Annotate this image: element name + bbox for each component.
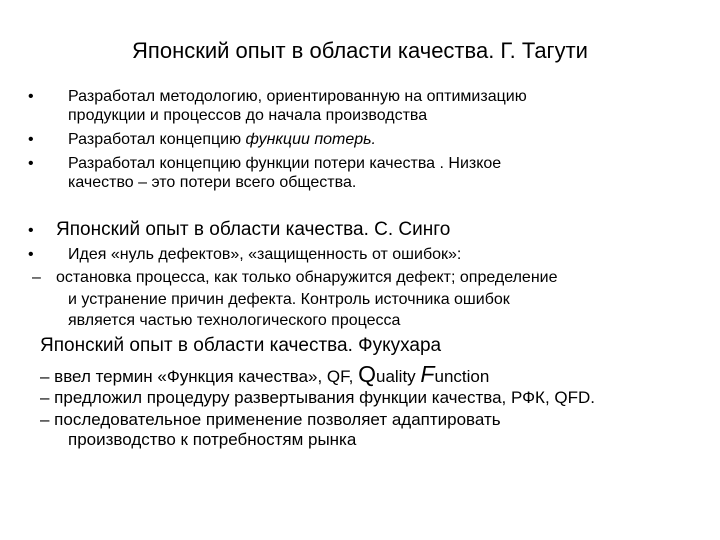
bullet: • [28,131,34,148]
fukuhara-line-term [40,361,489,388]
large-letter: F [420,361,435,387]
item-line: качество – это потери всего общества. [68,174,357,191]
taguchi-item-methodology [68,87,527,125]
large-letter: Q [358,361,376,387]
fukuhara-line-market: производство к потребностям рынка [68,430,357,449]
item-text: Разработал концепцию [68,131,246,148]
taguchi-item-loss-function [68,130,376,149]
shingo-description [56,268,558,287]
item-line: и устранение причин дефекта. Контроль источника ошибок [68,291,510,308]
shingo-zero-defects: Идея «нуль дефектов», «защищенность от ошибок»: [68,246,462,263]
fukuhara-line-application: – последовательное применение позволяет адаптировать [40,410,501,429]
item-line: остановка процесса, как только обнаружится дефект; определение [56,269,558,286]
shingo-description-cont [68,290,510,330]
item-italic-text: функции потерь. [245,131,376,148]
line-text: uality [376,367,421,386]
item-line: продукции и процессов до начала производства [68,107,428,124]
taguchi-item-quality-loss [68,154,501,192]
bullet: • [28,246,34,263]
item-line: Разработал концепцию функции потери качества . Низкое [68,155,502,172]
item-line: Разработал методологию, ориентированную на оптимизацию [68,88,527,105]
bullet: • [28,155,34,172]
shingo-heading: Японский опыт в области качества. С. Синго [56,219,451,240]
fukuhara-line-procedure: – предложил процедуру развертывания функции качества, РФК, QFD. [40,388,596,407]
dash: – [32,269,41,286]
bullet: • [28,222,34,239]
bullet: • [28,88,34,105]
fukuhara-heading: Японский опыт в области качества. Фукухара [40,335,442,356]
slide-title: Японский опыт в области качества. Г. Тагути [132,38,588,63]
line-text: – ввел термин «Функция качества», QF, [40,367,359,386]
line-text: unction [434,367,490,386]
item-line: является частью технологического процесса [68,312,401,329]
